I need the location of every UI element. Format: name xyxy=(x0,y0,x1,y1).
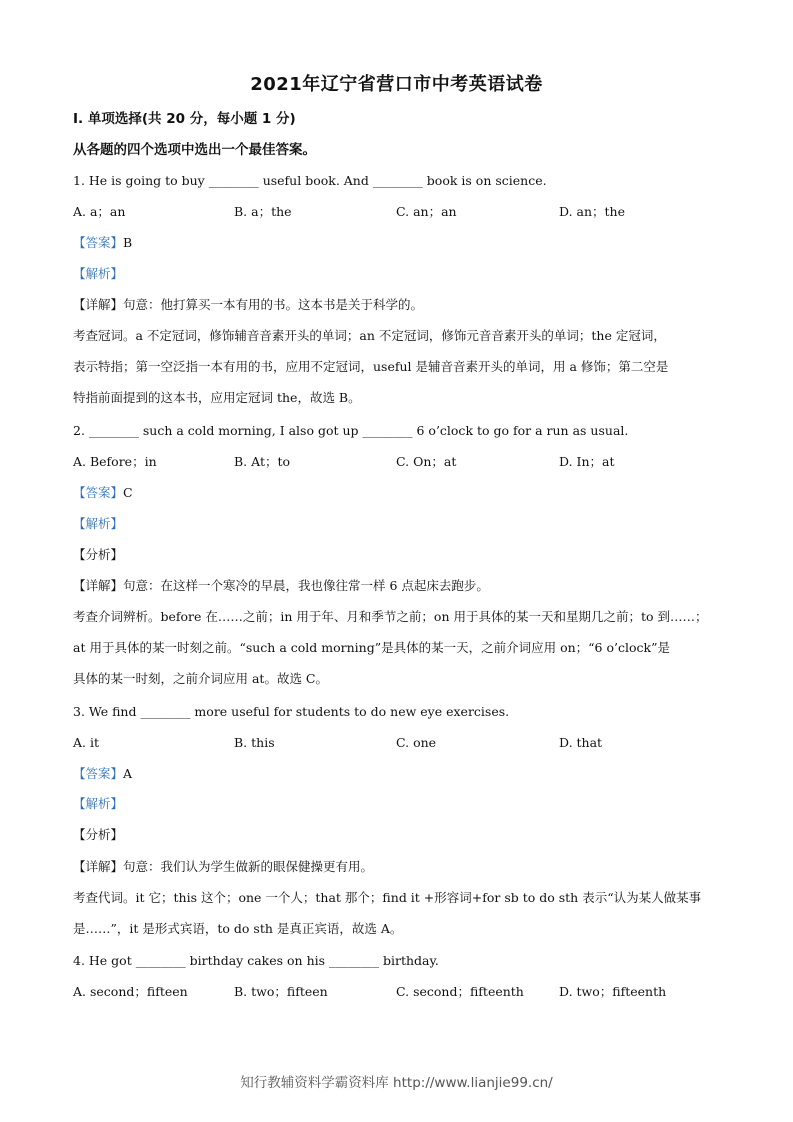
q2-option-b: B. At；to xyxy=(234,454,291,469)
q2-option-a: A. Before；in xyxy=(73,454,157,469)
section-instruction: 从各题的四个选项中选出一个最佳答案。 xyxy=(73,142,316,158)
q1-option-d: D. an；the xyxy=(559,204,625,219)
q4-option-b: B. two；fifteen xyxy=(234,984,328,999)
question-1-stem: 1. He is going to buy ________ useful book. And ________ book is on science. xyxy=(73,173,547,188)
answer-tag: 【答案】 xyxy=(73,485,124,500)
q2-option-d: D. In；at xyxy=(559,454,615,469)
answer-value: A xyxy=(123,766,133,781)
q1-option-c: C. an；an xyxy=(396,204,457,219)
answer-tag: 【答案】 xyxy=(73,766,124,781)
page-footer: 知行教辅资料学霸资料库 http://www.lianjie99.cn/ xyxy=(240,1075,553,1091)
question-3-stem: 3. We find ________ more useful for students to do new eye exercises. xyxy=(73,704,510,719)
page-title: 2021年辽宁省营口市中考英语试卷 xyxy=(250,74,543,95)
q2-fenxi-tag: 【分析】 xyxy=(73,547,124,562)
q4-option-c: C. second；fifteenth xyxy=(396,984,524,999)
q1-explain-line: 特指前面提到的这本书，应用定冠词 the，故选 B。 xyxy=(73,390,361,405)
q4-option-a: A. second；fifteen xyxy=(73,984,188,999)
q2-option-c: C. On；at xyxy=(396,454,457,469)
answer-value: C xyxy=(123,485,133,500)
q2-answer xyxy=(73,484,723,502)
q3-analysis-tag: 【解析】 xyxy=(73,796,124,811)
q3-explain-line: 【详解】句意：我们认为学生做新的眼保健操更有用。 xyxy=(73,859,374,874)
q2-explain-line: 具体的某一时刻，之前介词应用 at。故选 C。 xyxy=(73,671,328,686)
answer-value: B xyxy=(123,235,133,250)
q3-answer xyxy=(73,765,723,783)
q2-explain-line: 考查介词辨析。before 在……之前；in 用于年、月和季节之前；on 用于具体的某一天和星期几之前；to 到……； xyxy=(73,609,708,624)
question-4-stem: 4. He got ________ birthday cakes on his ________ birthday. xyxy=(73,953,439,968)
q1-explain-line: 【详解】句意：他打算买一本有用的书。这本书是关于科学的。 xyxy=(73,297,424,312)
section-heading: Ⅰ. 单项选择(共 20 分，每小题 1 分) xyxy=(73,111,296,127)
q3-option-d: D. that xyxy=(559,735,603,750)
q2-explain-line: 【详解】句意：在这样一个寒冷的早晨，我也像往常一样 6 点起床去跑步。 xyxy=(73,578,489,593)
q3-explain-line: 是……”，it 是形式宾语，to do sth 是真正宾语，故选 A。 xyxy=(73,921,403,936)
q4-option-d: D. two；fifteenth xyxy=(559,984,667,999)
q3-option-b: B. this xyxy=(234,735,275,750)
q1-option-b: B. a；the xyxy=(234,204,292,219)
q1-explain-line: 表示特指；第一空泛指一本有用的书，应用不定冠词，useful 是辅音音素开头的单词，用 a 修饰；第二空是 xyxy=(73,359,669,374)
question-2-stem: 2. ________ such a cold morning, I also got up ________ 6 o’clock to go for a run as usual. xyxy=(73,423,629,438)
q2-analysis-tag: 【解析】 xyxy=(73,516,124,531)
q1-option-a: A. a；an xyxy=(73,204,126,219)
q2-explain-line: at 用于具体的某一时刻之前。“such a cold morning”是具体的某一天，之前介词应用 on；“6 o’clock”是 xyxy=(73,640,670,655)
q3-explain-line: 考查代词。it 它；this 这个；one 一个人；that 那个；find it +形容词+for sb to do sth 表示“认为某人做某事 xyxy=(73,890,702,905)
q1-analysis-tag: 【解析】 xyxy=(73,266,124,281)
q3-fenxi-tag: 【分析】 xyxy=(73,827,124,842)
answer-tag: 【答案】 xyxy=(73,235,124,250)
q1-answer xyxy=(73,234,723,252)
q3-option-c: C. one xyxy=(396,735,437,750)
q1-explain-line: 考查冠词。a 不定冠词，修饰辅音音素开头的单词；an 不定冠词，修饰元音音素开头的单词；the 定冠词， xyxy=(73,328,666,343)
q3-option-a: A. it xyxy=(73,735,99,750)
